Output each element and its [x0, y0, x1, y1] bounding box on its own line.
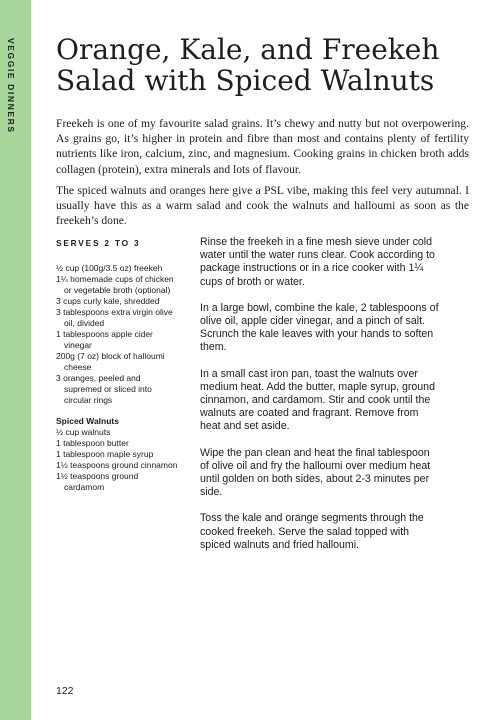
servings-label: SERVES 2 TO 3: [56, 238, 141, 248]
ingredient-list: [56, 263, 180, 406]
intro-paragraph-1: Freekeh is one of my favourite salad grains. It’s chewy and nutty but not overpowering. As grains go, it’s higher in protein and fibre than most and contains plenty of fertility nutrients like iron, calcium, zinc, and magnesium. Cooking grains in chicken broth adds collagen (protein), extra minerals and lots of flavour.: [56, 117, 469, 176]
recipe-title: [56, 34, 476, 96]
intro-paragraph-2: The spiced walnuts and oranges here give a PSL vibe, making this feel very autumnal. I usually have this as a warm salad and cook the walnuts and halloumi as soon as the freekeh’s done.: [56, 183, 469, 228]
walnut-ingredient-list: [56, 427, 180, 493]
method-step: Wipe the pan clean and heat the final tablespoon of olive oil and fry the halloumi over medium heat until golden on both sides, about 2-3 minutes per side.: [200, 446, 431, 499]
ingredient-item: 3 oranges, peeled and supremed or sliced into circular rings: [56, 373, 152, 405]
ingredients-column: [56, 238, 180, 493]
method-step: In a large bowl, combine the kale, 2 tablespoons of olive oil, apple cider vinegar, and a pinch of salt. Scrunch the kale leaves with your hands to soften them.: [200, 301, 439, 354]
spiced-walnuts-heading: Spiced Walnuts: [56, 416, 119, 426]
ingredient-item: 1¼ homemade cups of chicken or vegetable broth (optional): [56, 274, 174, 295]
ingredient-item: 1 tablespoon butter: [56, 438, 129, 448]
ingredient-item: 1 tablespoon maple syrup: [56, 449, 154, 459]
method-column: [200, 236, 440, 565]
method-step: In a small cast iron pan, toast the walnuts over medium heat. Add the butter, maple syrup, ground cinnamon, and cardamom. Stir and cook until the walnuts are coated and fragrant. Remove from heat and set aside.: [200, 367, 435, 433]
ingredient-item: 3 tablespoons extra virgin olive oil, divided: [56, 307, 173, 328]
recipe-title-line-2: Salad with Spiced Walnuts: [56, 64, 435, 97]
recipe-intro: [56, 116, 469, 234]
method-step: Rinse the freekeh in a fine mesh sieve under cold water until the water runs clear. Cook according to package instructions or in a rice cooker with 1¼ cups of broth or water.: [200, 236, 435, 288]
recipe-title-line-1: Orange, Kale, and Freekeh: [56, 33, 440, 66]
ingredient-item: ½ cup walnuts: [56, 427, 111, 437]
ingredient-item: 1½ teaspoons ground cardamom: [56, 471, 139, 492]
ingredient-item: 3 cups curly kale, shredded: [56, 296, 160, 306]
ingredient-item: ½ cup (100g/3.5 oz) freekeh: [56, 263, 163, 273]
ingredient-item: 1½ teaspoons ground cinnamon: [56, 460, 178, 470]
method-step: Toss the kale and orange segments through the cooked freekeh. Serve the salad topped with spiced walnuts and fried halloumi.: [200, 512, 424, 551]
ingredient-item: 1 tablespoons apple cider vinegar: [56, 329, 153, 350]
section-label: VEGGIE DINNERS: [6, 38, 16, 134]
ingredient-item: 200g (7 oz) block of halloumi cheese: [56, 351, 165, 372]
section-side-band: [0, 0, 31, 720]
page-number: 122: [56, 685, 74, 697]
